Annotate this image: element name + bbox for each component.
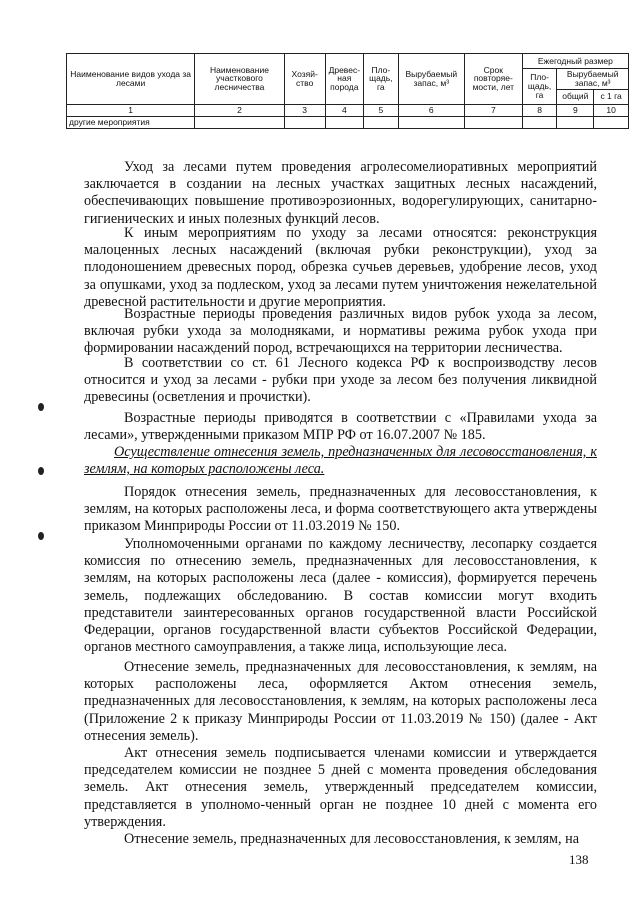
header-annual-area: Пло-щадь, га xyxy=(522,69,557,105)
header-period: Срок повторяе-мости, лет xyxy=(464,54,522,105)
col-number: 10 xyxy=(594,104,629,116)
col-number: 4 xyxy=(325,104,363,116)
header-care-type: Наименование видов ухода за лесами xyxy=(67,54,195,105)
header-species: Древес-ная порода xyxy=(325,54,363,105)
punch-hole-mark xyxy=(38,467,44,475)
page-number: 138 xyxy=(569,852,589,867)
paragraph-act: Отнесение земель, предназначенных для лесовосстановления, к землям, на которых расположены леса, оформляется Актом отнесения земель, предназначенных для лесовосстановления, к землям, на которых расположены леса (Приложение 2 к приказу Минприроды России от 11.03.2019 № 150) (далее - Акт отнесения земель). xyxy=(84,659,597,744)
header-annual-volume: Вырубаемый запас, м³ xyxy=(557,69,629,90)
header-annual-size: Ежегодный размер xyxy=(522,54,628,69)
paragraph-other-measures: К иным мероприятиям по уходу за лесами относятся: реконструкция малоценных лесных насаждений (включая рубки реконструкции), уход за плодоношением древесных пород, обрезка сучьев деревьев, удобрение лесов, уход за опушками, уход за подлеском, уход за лесами путем уничтожения нежелательной древесной растительности и другие мероприятия. xyxy=(84,225,597,310)
paragraph-rules: Возрастные периоды приводятся в соответствии с «Правилами ухода за лесами», утвержденными приказом МПР РФ от 16.07.2007 № 185. xyxy=(84,410,597,444)
paragraph-act-signing: Акт отнесения земель подписывается членами комиссии и утверждается председателем комиссии не позднее 5 дней с момента проведения обследования земель. Акт отнесения земель, утвержденный председателем комиссии, представляется в уполномо-ченный орган не позднее 10 дней с момента его утверждения. xyxy=(84,745,597,830)
paragraph-continuation: Отнесение земель, предназначенных для лесовосстановления, к землям, на xyxy=(124,831,579,847)
header-total: общий xyxy=(557,89,594,104)
paragraph-commission: Уполномоченными органами по каждому лесничеству, лесопарку создается комиссия по отнесению земель, предназначенных для лесовосстановления, к землям, на которых расположены леса (далее - комиссия), формируется перечень земель, подлежащих обследованию. В состав комиссии могут входить представители заинтересованных органов государственной власти Российской Федерации, органов государственной власти субъектов Российской Федерации, органов местного самоуправления, а также лица, использующие леса. xyxy=(84,536,597,656)
table-row-label: другие мероприятия xyxy=(67,116,195,128)
header-district: Наименование участкового лесничества xyxy=(195,54,284,105)
col-number: 7 xyxy=(464,104,522,116)
header-volume: Вырубаемый запас, м³ xyxy=(398,54,464,105)
section-heading: Осуществление отнесения земель, предназначенных для лесовосстановления, к землям, на которых расположены леса. xyxy=(84,444,597,478)
col-number: 6 xyxy=(398,104,464,116)
forest-care-table xyxy=(66,53,629,129)
paragraph-age-periods: Возрастные периоды проведения различных видов рубок ухода за лесом, включая рубки ухода за молодняками, и нормативы режима рубок ухода при формировании насаждений пород, встречающихся на территории лесничества. xyxy=(84,306,597,357)
header-farm: Хозяй-ство xyxy=(284,54,325,105)
col-number: 3 xyxy=(284,104,325,116)
paragraph-agro: Уход за лесами путем проведения агролесомелиоративных мероприятий заключается в создании на лесных участках защитных лесных насаждений, обеспечивающих повышение противоэрозионных, водорегулирующих, санитарно-гигиенических и иных полезных функций лесов. xyxy=(84,159,597,227)
paragraph-forest-code: В соответствии со ст. 61 Лесного кодекса РФ к воспроизводству лесов относится и уход за лесами - рубки при уходе за лесом без получения ликвидной древесины (осветления и прочистки). xyxy=(84,355,597,406)
col-number: 2 xyxy=(195,104,284,116)
col-number: 5 xyxy=(363,104,398,116)
header-per-ha: с 1 га xyxy=(594,89,629,104)
col-number: 9 xyxy=(557,104,594,116)
punch-hole-mark xyxy=(38,532,44,540)
col-number: 8 xyxy=(522,104,557,116)
col-number: 1 xyxy=(67,104,195,116)
header-area: Пло-щадь, га xyxy=(363,54,398,105)
paragraph-procedure: Порядок отнесения земель, предназначенных для лесовосстановления, к землям, на которых расположены леса, и форма соответствующего акта утверждены приказом Минприроды России от 11.03.2019 № 150. xyxy=(84,484,597,535)
punch-hole-mark xyxy=(38,403,44,411)
